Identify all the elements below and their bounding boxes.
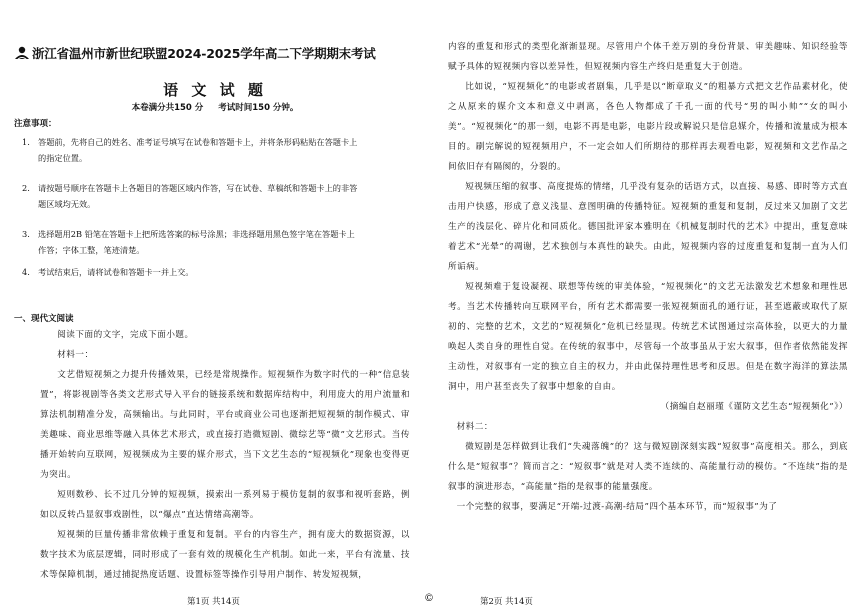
paragraph: 一个完整的叙事，要满足“开端-过渡-高潮-结局”四个基本环节，而“短叙事”为了 [456,502,778,512]
right-page [430,0,860,607]
notice-number: 4. [22,267,30,277]
paragraph: 短视频压缩的叙事、高度提炼的情绪，几乎没有复杂的话语方式，以直接、易感、即时等方式直击用户快感，形成了意义浅显、意图明确的传播特征。短视频的重复和复制，反过来又加剧了文艺生产的浅层化、碎片化和同质化。德国批评家本雅明在《机械复制时代的艺术》中提出，重复意味着艺术“光晕”的凋谢，艺术独创与本真性的缺失。由此，短视频内容的过度重复和复制一直为人们所诟病。 [448,182,848,272]
exam-title: 浙江省温州市新世纪联盟2024-2025学年高二下学期期末考试 [32,46,376,61]
notice-number: 3. [22,229,30,239]
notice-text: 作答；字体工整，笔迹清楚。 [38,245,145,255]
notice-item [22,180,408,212]
notice-item [22,134,408,166]
page-number: 第2页 共14页 [480,597,533,607]
notice-text: 请按题号顺序在答题卡上各题目的答题区域内作答，写在试卷、草稿纸和答题卡上的非答 [38,183,358,193]
notice-text: 选择题用2B 铅笔在答题卡上把所选答案的标号涂黑；非选择题用黑色签字笔在答题卡上 [38,229,355,239]
notice-number: 2. [22,183,30,193]
instruction: 阅读下面的文字，完成下面小题。 [57,330,194,340]
source-citation: （摘编自赵丽瑾《谨防文艺生态“短视频化”》） [660,402,848,412]
paragraph: 内容的重复和形式的类型化渐渐显现。尽管用户个体千差万别的身份背景、审美趣味、知识经验等赋予具体的短视频内容以差异性，但短视频内容生产终归是重复大于创造。 [448,42,848,72]
material-label: 材料二： [456,422,493,432]
left-body [40,325,410,585]
exam-time: 考试时间150 分钟。 [218,103,299,113]
paragraph: 比如说，“短视频化”的电影或者剧集，几乎是以“断章取义”的粗暴方式把文艺作品素材化，使之从原来的媒介文本和意义中剥离，各色人物都成了千孔一面的代号“男的叫小帅”“女的叫小美”。“短视频化”的那一刻，电影不再是电影，电影片段或解说只是信息媒介，传播和流量成为根本目的。刷完解说的短视频用户，不一定会如人们所期待的那样再去观看电影，短视频和文艺作品之间依旧存有隔阂的，分裂的。 [448,82,848,172]
full-score: 本卷满分共150 分 [131,103,204,113]
subject-title: 语 文 试 题 [163,81,267,99]
notice-text: 题区域均无效。 [38,199,96,209]
copyright-mark: © [424,593,434,604]
paragraph: 短视频难于复设凝视、联想等传统的审美体验，“短视频化”的文艺无法激发艺术想象和理性思考。当艺术传播转向互联网平台，所有艺术都需要一张短视频面孔的通行证，甚至遮蔽或取代了原初的、完整的艺术，文艺的“短视频化”危机已经显现。传统艺术试图通过宗高体验，以更大的力量唤起人类自身的理性自觉。在传统的叙事中，尽管每一个故事虽从于宏大叙事，但作者依然能发挥主动性，对叙事有一定的独立自主的权力，并由此保持理性思考和反思。但是在数字海洋的算法黑洞中，用户甚至丧失了叙事中想象的自由。 [448,282,848,392]
page-number: 第1页 共14页 [187,597,240,607]
paragraph: 微短剧是怎样做到让我们“失魂落魄”的？这与微短剧深刻实践“短叙事”高度相关。那么，到底什么是“短叙事”？简而言之：“短叙事”就是对人类不连续的、高能量行动的模仿。“不连续”指的是叙事的演进形态，“高能量”指的是叙事的能量强度。 [448,442,848,492]
notice-text: 考试结束后，请将试卷和答题卡一并上交。 [38,267,194,277]
notice-text: 答题前，先将自己的姓名、准考证号填写在试卷和答题卡上，并将条形码粘贴在答题卡上 [38,137,358,147]
notice-text: 的指定位置。 [38,153,88,163]
exam-meta [0,101,430,113]
notice-heading: 注意事项： [14,119,57,129]
school-logo-icon [14,45,30,61]
notice-number: 1. [22,137,30,147]
paragraph: 短则数秒、长不过几分钟的短视频，摸索出一系列易于模仿复制的叙事和视听套路，例如以反转凸显叙事戏剧性，以“爆点”直达情绪高潮等。 [40,490,410,520]
right-body [448,37,848,517]
notice-item [22,226,408,258]
paragraph: 文艺借短视频之力提升传播效果，已经是常规操作。短视频作为数字时代的一种“信息装置”，将影视剧等各类文艺形式导入平台的链接系统和数据库结构中，利用庞大的用户流量和算法机制精准分发，高频输出。与此同时，平台或商业公司也逐渐把短视频的制作模式、审美趣味、商业思维等融入具体艺术形式，或直接打造微短剧、微综艺等“微”文艺形式。当传播开始转向互联网，短视频成为主要的媒介形式，当下文艺生态的“短视频化”现象也变得更为突出。 [40,370,410,480]
material-label: 材料一： [57,350,94,360]
exam-header [14,44,376,62]
notice-item [22,264,408,280]
paragraph: 短视频的巨量传播非常依赖于重复和复制。平台的内容生产，拥有庞大的数据资源，以数字技术为底层逻辑，同时形成了一套有效的规模化生产机制。如此一来，平台有流量、技术等保障机制，通过捕捉热度话题、设置标签等操作引导用户制作、转发短视频， [40,530,410,580]
section-heading: 一、现代文阅读 [14,314,74,324]
